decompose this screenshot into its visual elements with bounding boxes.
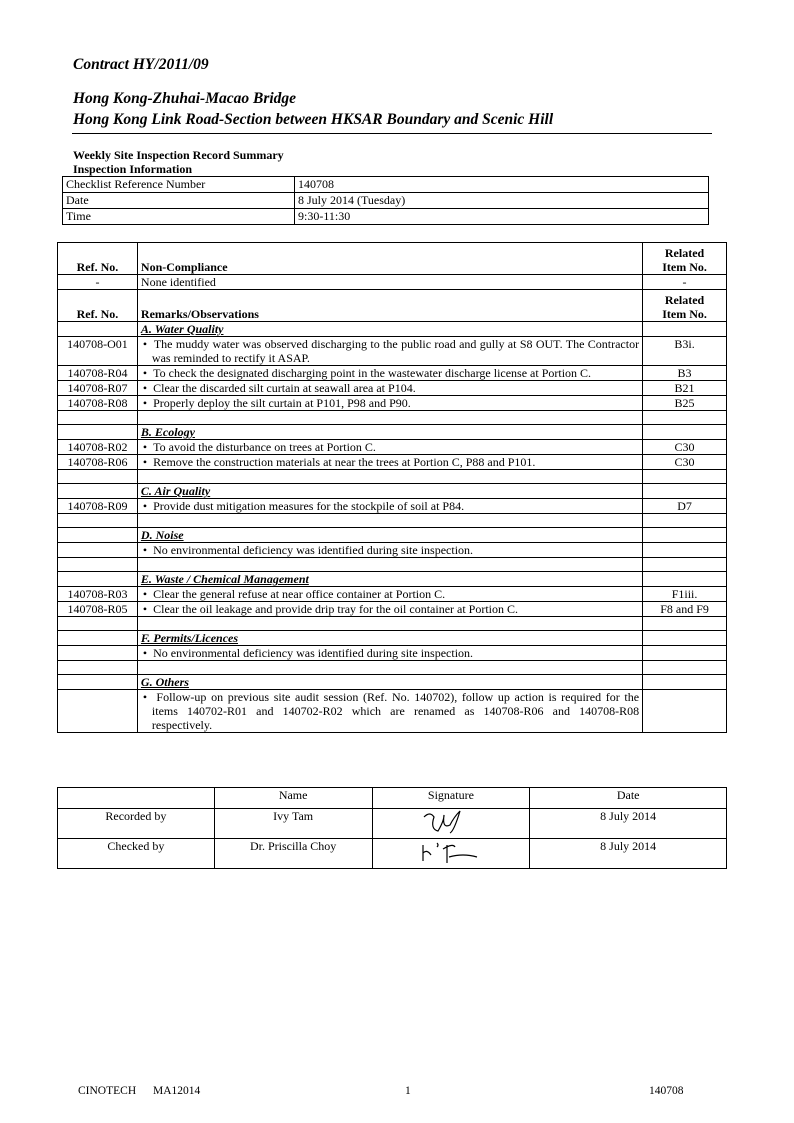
ref-cell: 140708-O01 — [58, 337, 138, 366]
section-title-row — [58, 675, 727, 690]
item-cell: F8 and F9 — [643, 602, 727, 617]
item-cell: C30 — [643, 440, 727, 455]
observation-row — [58, 602, 727, 617]
remarks-table — [57, 242, 727, 733]
blank-row — [58, 470, 727, 484]
signature-checked — [372, 839, 530, 869]
observation-text: • No environmental deficiency was identified during site inspection. — [137, 646, 642, 661]
signoff-name-header: Name — [214, 788, 372, 809]
signoff-date: 8 July 2014 — [530, 809, 727, 839]
item-cell — [643, 543, 727, 558]
item-cell: B3 — [643, 366, 727, 381]
signoff-row-checked — [58, 839, 727, 869]
info-row-time — [63, 209, 709, 225]
blank-row — [58, 617, 727, 631]
signoff-date: 8 July 2014 — [530, 839, 727, 869]
observation-text: • Remove the construction materials at near the trees at Portion C, P88 and P101. — [137, 455, 642, 470]
section-title: E. Waste / Chemical Management — [137, 572, 642, 587]
remarks-header — [58, 290, 727, 322]
observation-row — [58, 440, 727, 455]
item-cell: - — [643, 275, 727, 290]
ref-cell: 140708-R04 — [58, 366, 138, 381]
ref-cell: 140708-R02 — [58, 440, 138, 455]
footer-reference: 140708 — [649, 1085, 684, 1097]
item-cell — [643, 646, 727, 661]
item-cell: C30 — [643, 455, 727, 470]
observation-text: • Provide dust mitigation measures for the stockpile of soil at P84. — [137, 499, 642, 514]
observation-row — [58, 396, 727, 411]
section-title: F. Permits/Licences — [137, 631, 642, 646]
info-label: Date — [63, 193, 295, 209]
info-row-date — [63, 193, 709, 209]
info-value: 140708 — [295, 177, 709, 193]
item-header-line: Related — [664, 293, 705, 307]
section-title: G. Others — [137, 675, 642, 690]
signoff-role: Recorded by — [58, 809, 215, 839]
item-header-line: Item No. — [662, 307, 707, 321]
description-header: Remarks/Observations — [137, 290, 642, 322]
signoff-row-recorded — [58, 809, 727, 839]
ref-cell: 140708-R08 — [58, 396, 138, 411]
observation-row — [58, 690, 727, 733]
section-title-row — [58, 528, 727, 543]
observation-row — [58, 646, 727, 661]
info-label: Checklist Reference Number — [63, 177, 295, 193]
item-header — [643, 290, 727, 322]
section-title-row — [58, 484, 727, 499]
project-title: Hong Kong-Zhuhai-Macao Bridge — [73, 90, 297, 107]
observation-row — [58, 543, 727, 558]
observation-row — [58, 381, 727, 396]
blank-row — [58, 411, 727, 425]
ref-cell: 140708-R09 — [58, 499, 138, 514]
section-title: C. Air Quality — [137, 484, 642, 499]
noncompliance-header — [58, 243, 727, 275]
handwritten-signature-icon — [416, 809, 486, 835]
signoff-role: Checked by — [58, 839, 215, 869]
observation-row — [58, 499, 727, 514]
ref-cell: 140708-R03 — [58, 587, 138, 602]
footer-page-number: 1 — [405, 1085, 411, 1097]
ref-header: Ref. No. — [58, 243, 138, 275]
item-cell: B25 — [643, 396, 727, 411]
item-cell — [643, 690, 727, 733]
handwritten-signature-icon — [411, 839, 491, 865]
info-value: 9:30-11:30 — [295, 209, 709, 225]
inspection-info-table — [62, 176, 709, 225]
ref-cell: - — [58, 275, 138, 290]
observation-text: • To avoid the disturbance on trees at Portion C. — [137, 440, 642, 455]
info-value: 8 July 2014 (Tuesday) — [295, 193, 709, 209]
signoff-name: Ivy Tam — [214, 809, 372, 839]
section-title: B. Ecology — [137, 425, 642, 440]
observation-text: • Clear the general refuse at near office container at Portion C. — [137, 587, 642, 602]
section-title: Hong Kong Link Road-Section between HKSAR Boundary and Scenic Hill — [73, 111, 554, 128]
section-title: A. Water Quality — [137, 322, 642, 337]
signature-recorded — [372, 809, 530, 839]
observation-row — [58, 366, 727, 381]
noncompliance-row — [58, 275, 727, 290]
header-divider — [72, 133, 712, 134]
observation-text: • Clear the discarded silt curtain at seawall area at P104. — [137, 381, 642, 396]
section-title-row — [58, 631, 727, 646]
ref-header: Ref. No. — [58, 290, 138, 322]
item-cell: D7 — [643, 499, 727, 514]
signoff-name: Dr. Priscilla Choy — [214, 839, 372, 869]
observation-row — [58, 455, 727, 470]
blank-row — [58, 558, 727, 572]
ref-cell: 140708-R07 — [58, 381, 138, 396]
blank-row — [58, 661, 727, 675]
info-title: Inspection Information — [73, 162, 193, 176]
description-cell: None identified — [137, 275, 642, 290]
observation-text: • Clear the oil leakage and provide drip tray for the oil container at Portion C. — [137, 602, 642, 617]
ref-cell — [58, 646, 138, 661]
item-header-line: Item No. — [662, 260, 707, 274]
ref-cell: 140708-R06 — [58, 455, 138, 470]
info-label: Time — [63, 209, 295, 225]
footer-report: MA12014 — [153, 1085, 201, 1097]
observation-row — [58, 587, 727, 602]
ref-cell: 140708-R05 — [58, 602, 138, 617]
blank-row — [58, 514, 727, 528]
description-header: Non-Compliance — [137, 243, 642, 275]
info-row-checklist — [63, 177, 709, 193]
footer-company: CINOTECH — [78, 1085, 137, 1097]
observation-text: • To check the designated discharging point in the wastewater discharge license at Portion C. — [137, 366, 642, 381]
section-title-row — [58, 572, 727, 587]
ref-cell — [58, 543, 138, 558]
item-header-line: Related — [664, 246, 705, 260]
observation-text: • The muddy water was observed discharging to the public road and gully at S8 OUT. The Contractor was reminded to rectify it ASAP. — [137, 337, 642, 366]
signoff-table — [57, 787, 727, 869]
item-cell: B3i. — [643, 337, 727, 366]
section-title-row — [58, 322, 727, 337]
item-cell: F1iii. — [643, 587, 727, 602]
observation-text: • Follow-up on previous site audit session (Ref. No. 140702), follow up action is required for the items 140702-R01 and 140702-R02 which are renamed as 140708-R06 and 140708-R08 respectively. — [137, 690, 642, 733]
section-title: D. Noise — [137, 528, 642, 543]
observation-text: • Properly deploy the silt curtain at P101, P98 and P90. — [137, 396, 642, 411]
ref-cell — [58, 690, 138, 733]
signoff-date-header: Date — [530, 788, 727, 809]
signoff-signature-header: Signature — [372, 788, 530, 809]
section-title-row — [58, 425, 727, 440]
item-cell: B21 — [643, 381, 727, 396]
contract-number: Contract HY/2011/09 — [73, 56, 209, 73]
summary-title: Weekly Site Inspection Record Summary — [73, 148, 284, 162]
item-header — [643, 243, 727, 275]
observation-text: • No environmental deficiency was identified during site inspection. — [137, 543, 642, 558]
observation-row — [58, 337, 727, 366]
signoff-header — [58, 788, 727, 809]
